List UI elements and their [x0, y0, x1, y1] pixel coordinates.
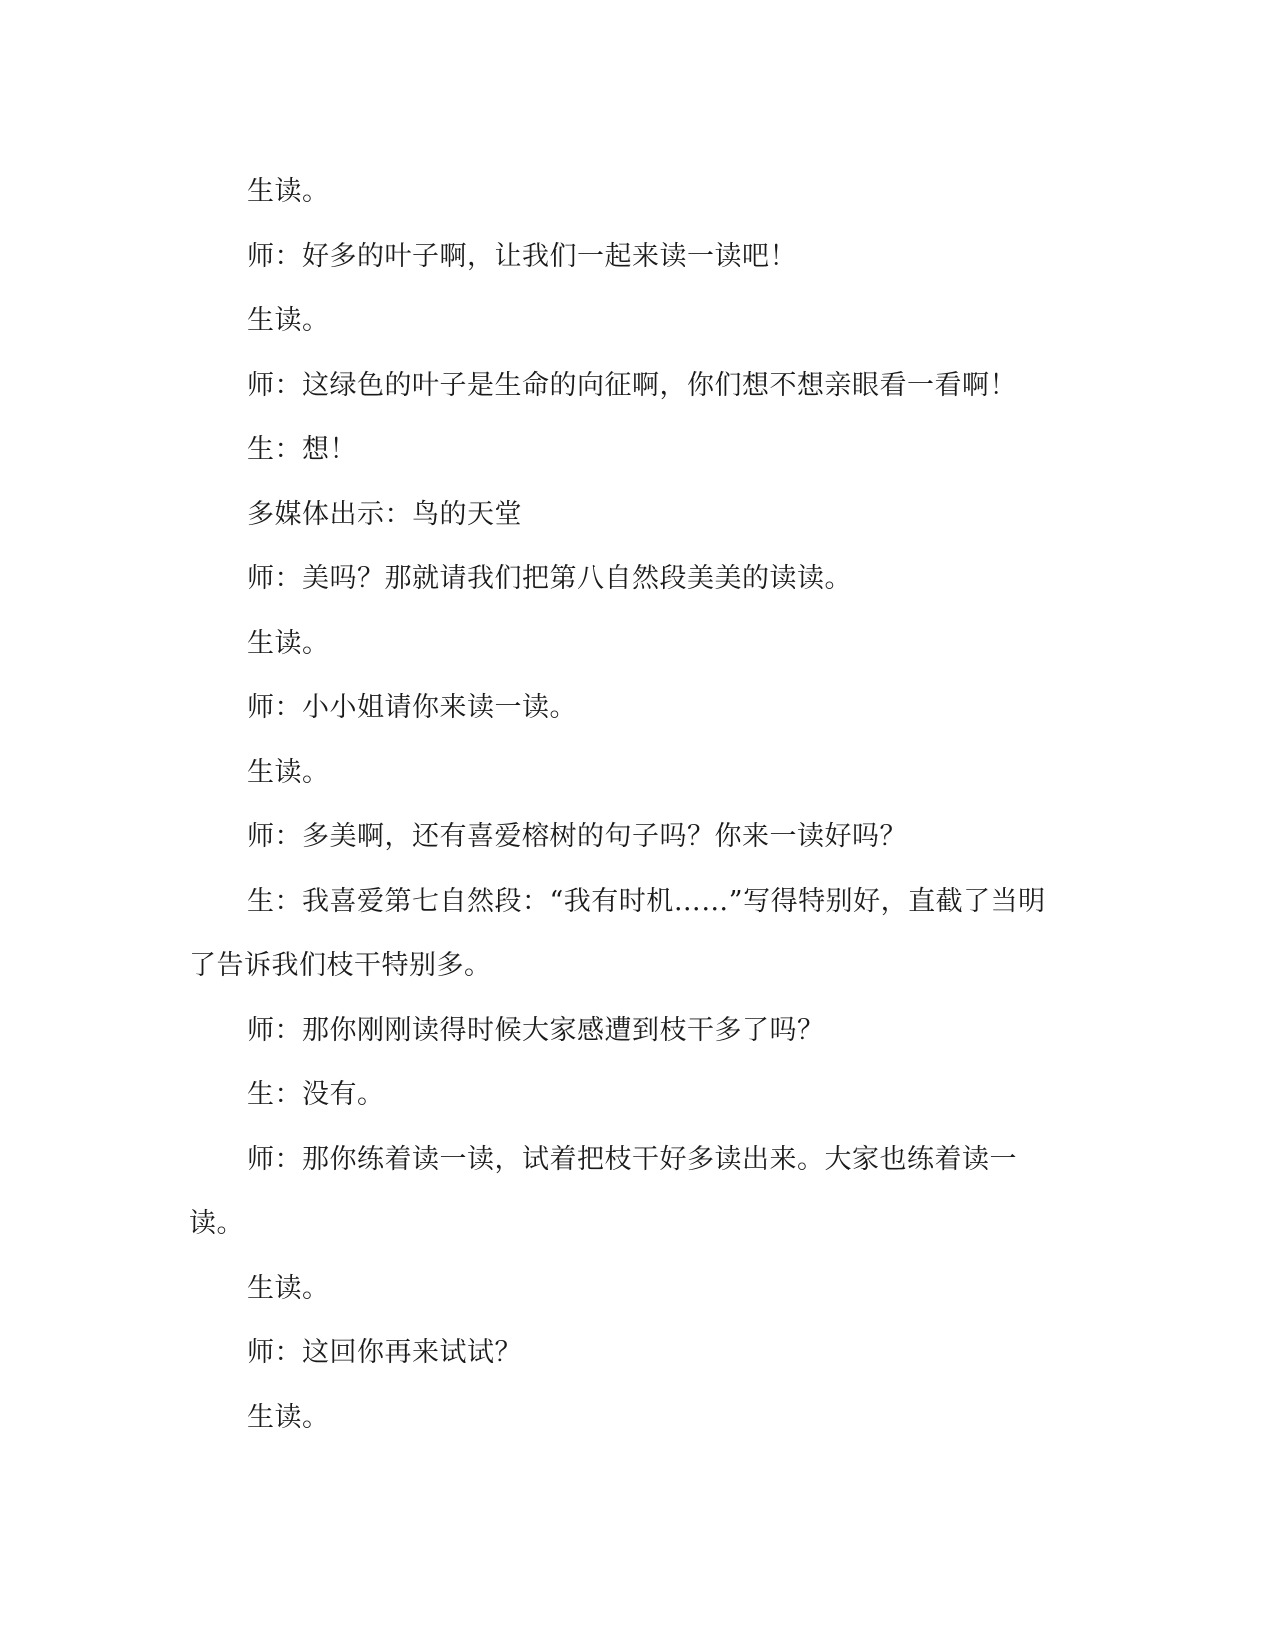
paragraph: 生读。: [247, 1272, 330, 1304]
paragraph: 生读。: [247, 176, 330, 207]
paragraph: 师：那你练着读一读，试着把枝干好多读出来。大家也练着读一读。: [189, 1143, 1017, 1239]
paragraph: 生读。: [247, 1401, 330, 1433]
paragraph: 师：这绿色的叶子是生命的向征啊，你们想不想亲眼看一看啊！: [247, 369, 1017, 401]
paragraph: 生：没有。: [247, 1079, 385, 1110]
paragraph: 生读。: [247, 305, 330, 336]
document-body: [189, 160, 1069, 1450]
paragraph: 生：想！: [247, 434, 357, 465]
paragraph: 师：那你刚刚读得时候大家感遭到枝干多了吗？: [247, 1014, 825, 1046]
paragraph: 生读。: [247, 627, 330, 659]
paragraph: 师：小小姐请你来读一读。: [247, 692, 577, 723]
paragraph: 生：我喜爱第七自然段：“我有时机……”写得特别好，直截了当明了告诉我们枝干特别多。: [189, 885, 1046, 981]
paragraph: 师：美吗？那就请我们把第八自然段美美的读读。: [247, 563, 852, 594]
paragraph: 师：好多的叶子啊，让我们一起来读一读吧！: [247, 240, 797, 272]
paragraph: 师：这回你再来试试？: [247, 1337, 522, 1368]
paragraph: 多媒体出示：鸟的天堂: [247, 498, 522, 530]
paragraph: 师：多美啊，还有喜爱榕树的句子吗？你来一读好吗？: [247, 821, 907, 852]
paragraph: 生读。: [247, 756, 330, 788]
